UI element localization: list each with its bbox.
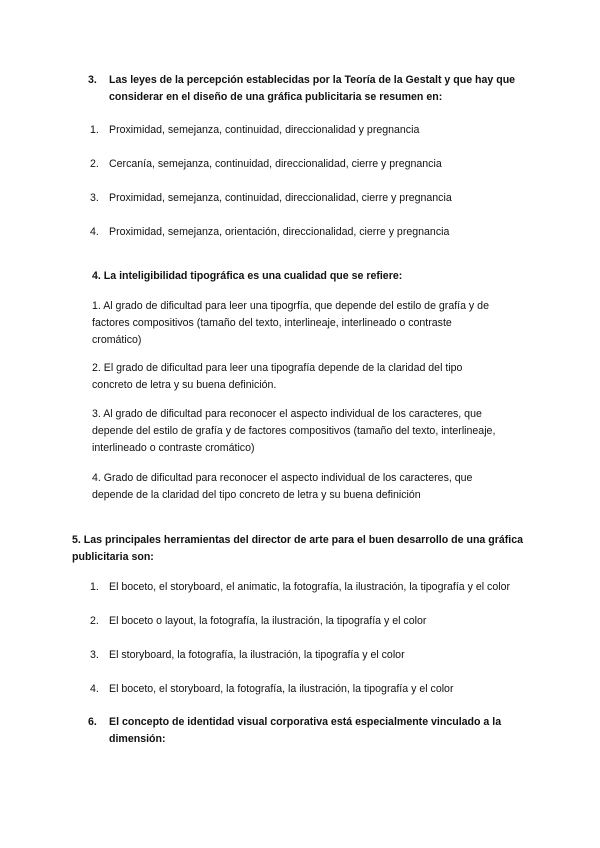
question-6-text-line-2: dimensión: bbox=[109, 733, 166, 745]
option-text: El boceto, el storyboard, el animatic, la fotografía, la ilustración, la tipografía y el color bbox=[109, 581, 511, 593]
question-3-text-line-1: Las leyes de la percepción establecidas por la Teoría de la Gestalt y que hay que bbox=[109, 74, 516, 86]
option-line: concreto de letra y su buena definición. bbox=[92, 379, 277, 391]
option-text: Proximidad, semejanza, continuidad, direccionalidad, cierre y pregnancia bbox=[109, 192, 452, 204]
option-text: Cercanía, semejanza, continuidad, direccionalidad, cierre y pregnancia bbox=[109, 158, 442, 170]
option-line: 3. Al grado de dificultad para reconocer el aspecto individual de los caracteres, que bbox=[92, 408, 482, 420]
option-number: 3. bbox=[90, 192, 99, 204]
option-line: depende de la claridad del tipo concreto de letra y su buena definición bbox=[92, 489, 421, 501]
option-line: interlineado o contraste cromático) bbox=[92, 442, 255, 454]
option-line: cromático) bbox=[92, 334, 142, 346]
option-text: Proximidad, semejanza, orientación, direccionalidad, cierre y pregnancia bbox=[109, 226, 450, 238]
question-6-number: 6. bbox=[88, 716, 97, 728]
option-line: depende del estilo de grafía y de factores compositivos (tamaño del texto, interlineaje, bbox=[92, 425, 496, 437]
question-5-text-line-2: publicitaria son: bbox=[72, 551, 154, 563]
option-text: Proximidad, semejanza, continuidad, direccionalidad y pregnancia bbox=[109, 124, 420, 136]
option-line: 4. Grado de dificultad para reconocer el aspecto individual de los caracteres, que bbox=[92, 472, 473, 484]
option-number: 3. bbox=[90, 649, 99, 661]
option-number: 1. bbox=[90, 581, 99, 593]
question-3-text-line-2: considerar en el diseño de una gráfica publicitaria se resumen en: bbox=[109, 91, 443, 103]
option-text: El boceto, el storyboard, la fotografía, la ilustración, la tipografía y el color bbox=[109, 683, 454, 695]
option-line: 2. El grado de dificultad para leer una tipografía depende de la claridad del tipo bbox=[92, 362, 463, 374]
option-line: 1. Al grado de dificultad para leer una tipogrfía, que depende del estilo de grafía y de bbox=[92, 300, 489, 312]
option-text: El storyboard, la fotografía, la ilustración, la tipografía y el color bbox=[109, 649, 405, 661]
option-text: El boceto o layout, la fotografía, la ilustración, la tipografía y el color bbox=[109, 615, 427, 627]
option-number: 1. bbox=[90, 124, 99, 136]
question-4-heading: 4. La inteligibilidad tipográfica es una cualidad que se refiere: bbox=[92, 270, 403, 282]
option-number: 4. bbox=[90, 683, 99, 695]
option-number: 2. bbox=[90, 615, 99, 627]
question-5-text-line-1: 5. Las principales herramientas del director de arte para el buen desarrollo de una gráfica bbox=[72, 534, 523, 546]
option-line: factores compositivos (tamaño del texto, interlineaje, interlineado o contraste bbox=[92, 317, 452, 329]
question-6-text-line-1: El concepto de identidad visual corporativa está especialmente vinculado a la bbox=[109, 716, 502, 728]
option-number: 2. bbox=[90, 158, 99, 170]
question-3-number: 3. bbox=[88, 74, 97, 86]
option-number: 4. bbox=[90, 226, 99, 238]
